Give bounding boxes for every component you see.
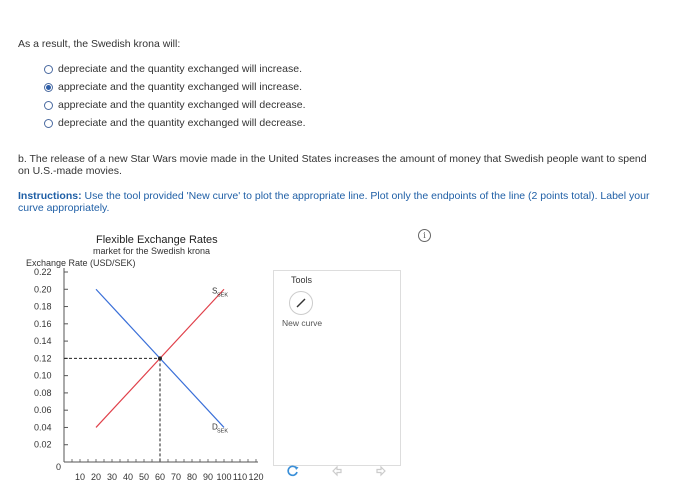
- demand-label-subscript: SEK: [217, 428, 229, 435]
- option-label: appreciate and the quantity exchanged will increase.: [58, 81, 302, 93]
- y-tick-label: 0.10: [34, 370, 52, 381]
- info-icon[interactable]: i: [418, 229, 431, 242]
- x-tick-label: 80: [186, 472, 198, 482]
- x-tick-label: 30: [106, 472, 118, 482]
- x-tick-label: 20: [90, 472, 102, 482]
- line-tool-icon: [295, 297, 307, 309]
- y-tick-label: 0.22: [34, 267, 52, 277]
- x-tick-label: 120: [248, 472, 264, 482]
- y-tick-label: 0.12: [34, 353, 52, 364]
- question-prompt: As a result, the Swedish krona will:: [18, 38, 181, 50]
- x-tick-label: 110: [232, 472, 248, 482]
- x-tick-label: 50: [138, 472, 150, 482]
- x-tick-label: 40: [122, 472, 134, 482]
- supply-label-subscript: SEK: [217, 292, 229, 299]
- option-label: depreciate and the quantity exchanged will decrease.: [58, 117, 306, 129]
- instructions-label: Instructions:: [18, 190, 82, 202]
- x-tick-label: 70: [170, 472, 182, 482]
- y-tick-label: 0.08: [34, 387, 52, 398]
- y-axis-label: Exchange Rate (USD/SEK): [26, 258, 136, 268]
- chart-title: Flexible Exchange Rates: [96, 234, 218, 246]
- tools-title: Tools: [291, 275, 313, 285]
- origin-label: 0: [56, 462, 62, 472]
- y-tick-label: 0.06: [34, 405, 52, 416]
- option-label: appreciate and the quantity exchanged will decrease.: [58, 99, 306, 111]
- chart-subtitle: market for the Swedish krona: [93, 246, 211, 256]
- undo-icon[interactable]: [330, 464, 344, 478]
- new-curve-label: New curve: [282, 318, 323, 328]
- option-label: depreciate and the quantity exchanged will increase.: [58, 63, 302, 75]
- y-tick-label: 0.16: [34, 318, 52, 329]
- y-tick-label: 0.20: [34, 284, 52, 295]
- x-tick-label: 10: [74, 472, 86, 482]
- y-tick-label: 0.14: [34, 336, 52, 347]
- x-tick-label: 100: [216, 472, 232, 482]
- part-b-text: b. The release of a new Star Wars movie made in the United States increases the amount of money that Swedish people want to spend on U.S.-made movies.: [18, 153, 647, 177]
- y-tick-label: 0.04: [34, 422, 52, 433]
- y-tick-label: 0.18: [34, 301, 52, 312]
- x-tick-label: 60: [154, 472, 166, 482]
- y-tick-label: 0.02: [34, 439, 52, 450]
- x-tick-label: 90: [202, 472, 214, 482]
- new-curve-button[interactable]: [289, 291, 313, 315]
- demand-label: D: [212, 422, 218, 432]
- supply-label: S: [212, 286, 218, 296]
- instructions-text: Use the tool provided 'New curve' to plot the appropriate line. Plot only the endpoints of the line (2 points total). Label your curve appropriately.: [18, 190, 650, 214]
- redo-icon[interactable]: [374, 464, 388, 478]
- equilibrium-point: [158, 356, 162, 360]
- reset-icon[interactable]: [286, 464, 300, 478]
